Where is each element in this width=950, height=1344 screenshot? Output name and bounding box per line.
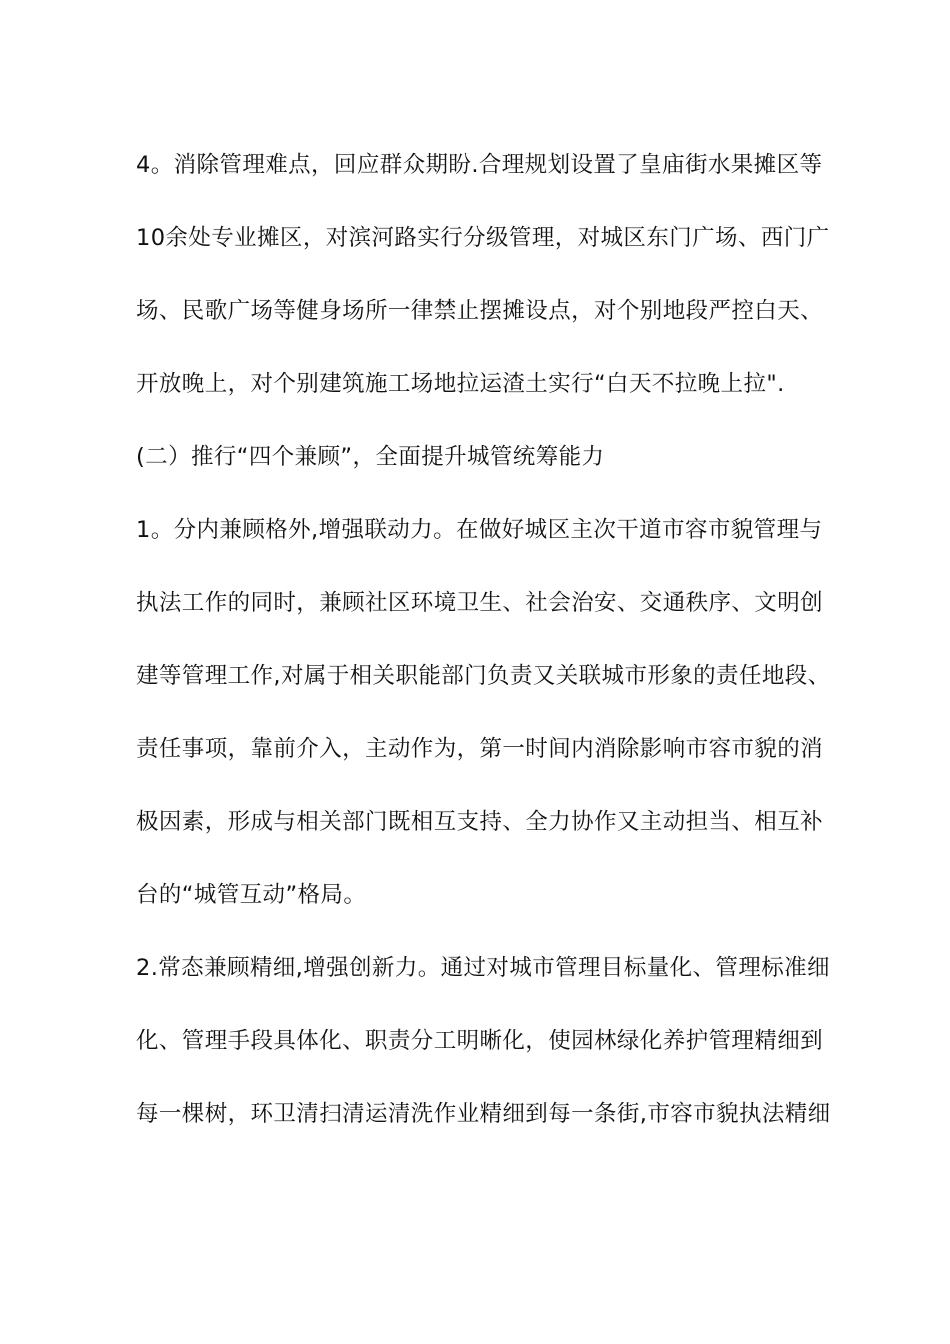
text-line: 2.常态兼顾精细,增强创新力。通过对城市管理目标量化、管理标准细 [136, 955, 830, 981]
text-line: 执法工作的同时，兼顾社区环境卫生、社会治安、交通秩序、文明创 [136, 590, 824, 616]
text-line: 极因素，形成与相关部门既相互支持、全力协作又主动担当、相互补 [136, 809, 824, 835]
text-line: 4。消除管理难点，回应群众期盼.合理规划设置了皇庙街水果摊区等 [136, 152, 823, 178]
text-line: 场、民歌广场等健身场所一律禁止摆摊设点，对个别地段严控白天、 [136, 298, 824, 324]
text-line: 台的“城管互动”格局。 [136, 882, 367, 908]
section-heading: (二）推行“四个兼顾”，全面提升城管统筹能力 [136, 444, 605, 470]
text-line: 10余处专业摊区，对滨河路实行分级管理，对城区东门广场、西门广 [136, 225, 830, 251]
text-line: 1。分内兼顾格外,增强联动力。在做好城区主次干道市容市貌管理与 [136, 517, 823, 543]
text-line: 建等管理工作,对属于相关职能部门负责又关联城市形象的责任地段、 [136, 663, 831, 689]
text-line: 每一棵树，环卫清扫清运清洗作业精细到每一条街,市容市貌执法精细 [136, 1101, 831, 1127]
text-line: 化、管理手段具体化、职责分工明晰化，使园林绿化养护管理精细到 [136, 1028, 824, 1054]
text-line: 责任事项，靠前介入，主动作为，第一时间内消除影响市容市貌的消 [136, 736, 824, 762]
text-line: 开放晚上，对个别建筑施工场地拉运渣土实行“白天不拉晚上拉". [136, 371, 785, 397]
